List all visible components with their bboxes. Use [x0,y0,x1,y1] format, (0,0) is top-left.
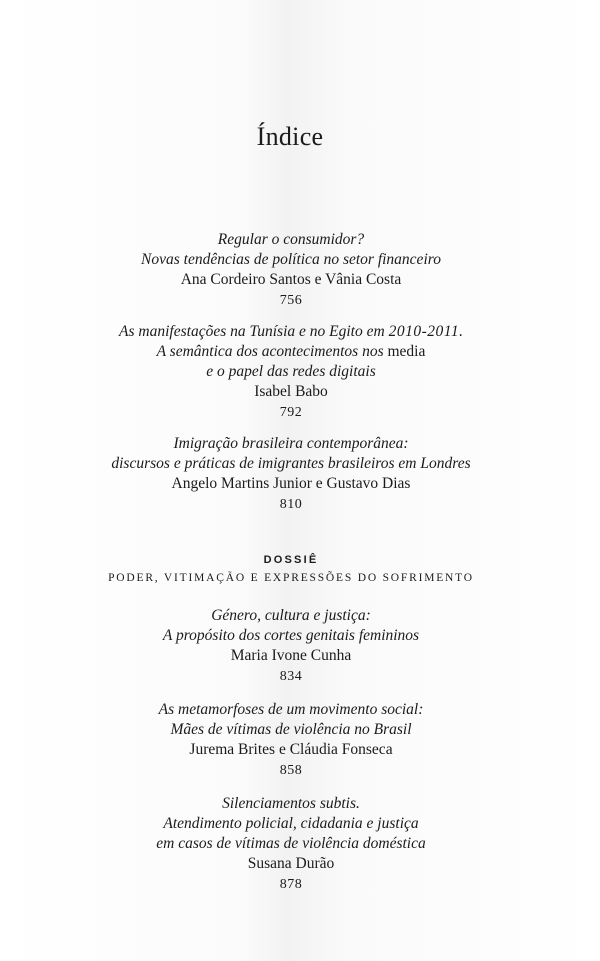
entry-title-line: em casos de vítimas de violência doméstica [156,835,426,852]
entry-title-text: As manifestações na Tunísia e no Egito em [119,323,389,340]
entry-title-line: As metamorfoses de um movimento social: [158,701,424,718]
entry-title-line: A propósito dos cortes genitais femininos [162,627,420,644]
entry-page-number: 834 [279,669,303,684]
entry-title-text: A semântica dos acontecimentos nos [156,343,388,360]
entry-title-text: . [459,323,463,340]
entry-title-line: e o papel das redes digitais [206,363,376,380]
entry-title-line: Regular o consumidor? [217,231,365,248]
entry-author: Isabel Babo [254,383,328,400]
entry-title-years: 2010-2011 [388,323,460,340]
entry-title-line: Imigração brasileira contemporânea: [173,435,409,452]
toc-entry [0,794,582,895]
toc-entry [0,322,582,423]
entry-author: Susana Durão [247,855,335,872]
entry-title-line: discursos e práticas de imigrantes brasileiros em Londres [111,455,471,472]
entry-title-line: Atendimento policial, cidadania e justiça [163,815,419,832]
entry-title-line [0,322,582,342]
entry-title-line: Novas tendências de política no setor financeiro [141,251,441,268]
page-title: Índice [256,122,324,151]
dossie-title: PODER, VITIMAÇÃO E EXPRESSÕES DO SOFRIMENTO [108,572,474,584]
toc-entry [0,700,582,781]
entry-page-number: 756 [279,293,303,308]
entry-title-line [0,342,582,362]
entry-page-number: 810 [279,497,303,512]
entry-page-number: 858 [279,763,303,778]
dossie-label: DOSSIÊ [263,554,319,566]
entry-title-line: Mães de vítimas de violência no Brasil [170,721,412,738]
entry-page-number: 792 [279,405,303,420]
entry-author: Maria Ivone Cunha [230,647,352,664]
toc-entry [0,434,582,515]
entry-page-number: 878 [279,877,303,892]
entry-author: Angelo Martins Junior e Gustavo Dias [171,475,411,492]
toc-entry [0,606,582,687]
entry-author: Jurema Brites e Cláudia Fonseca [189,741,393,758]
toc-entry [0,230,582,311]
entry-author: Ana Cordeiro Santos e Vânia Costa [180,271,402,288]
entry-title-line: Silenciamentos subtis. [222,795,360,812]
entry-title-media: media [387,343,426,360]
entry-title-line: Género, cultura e justiça: [211,607,371,624]
